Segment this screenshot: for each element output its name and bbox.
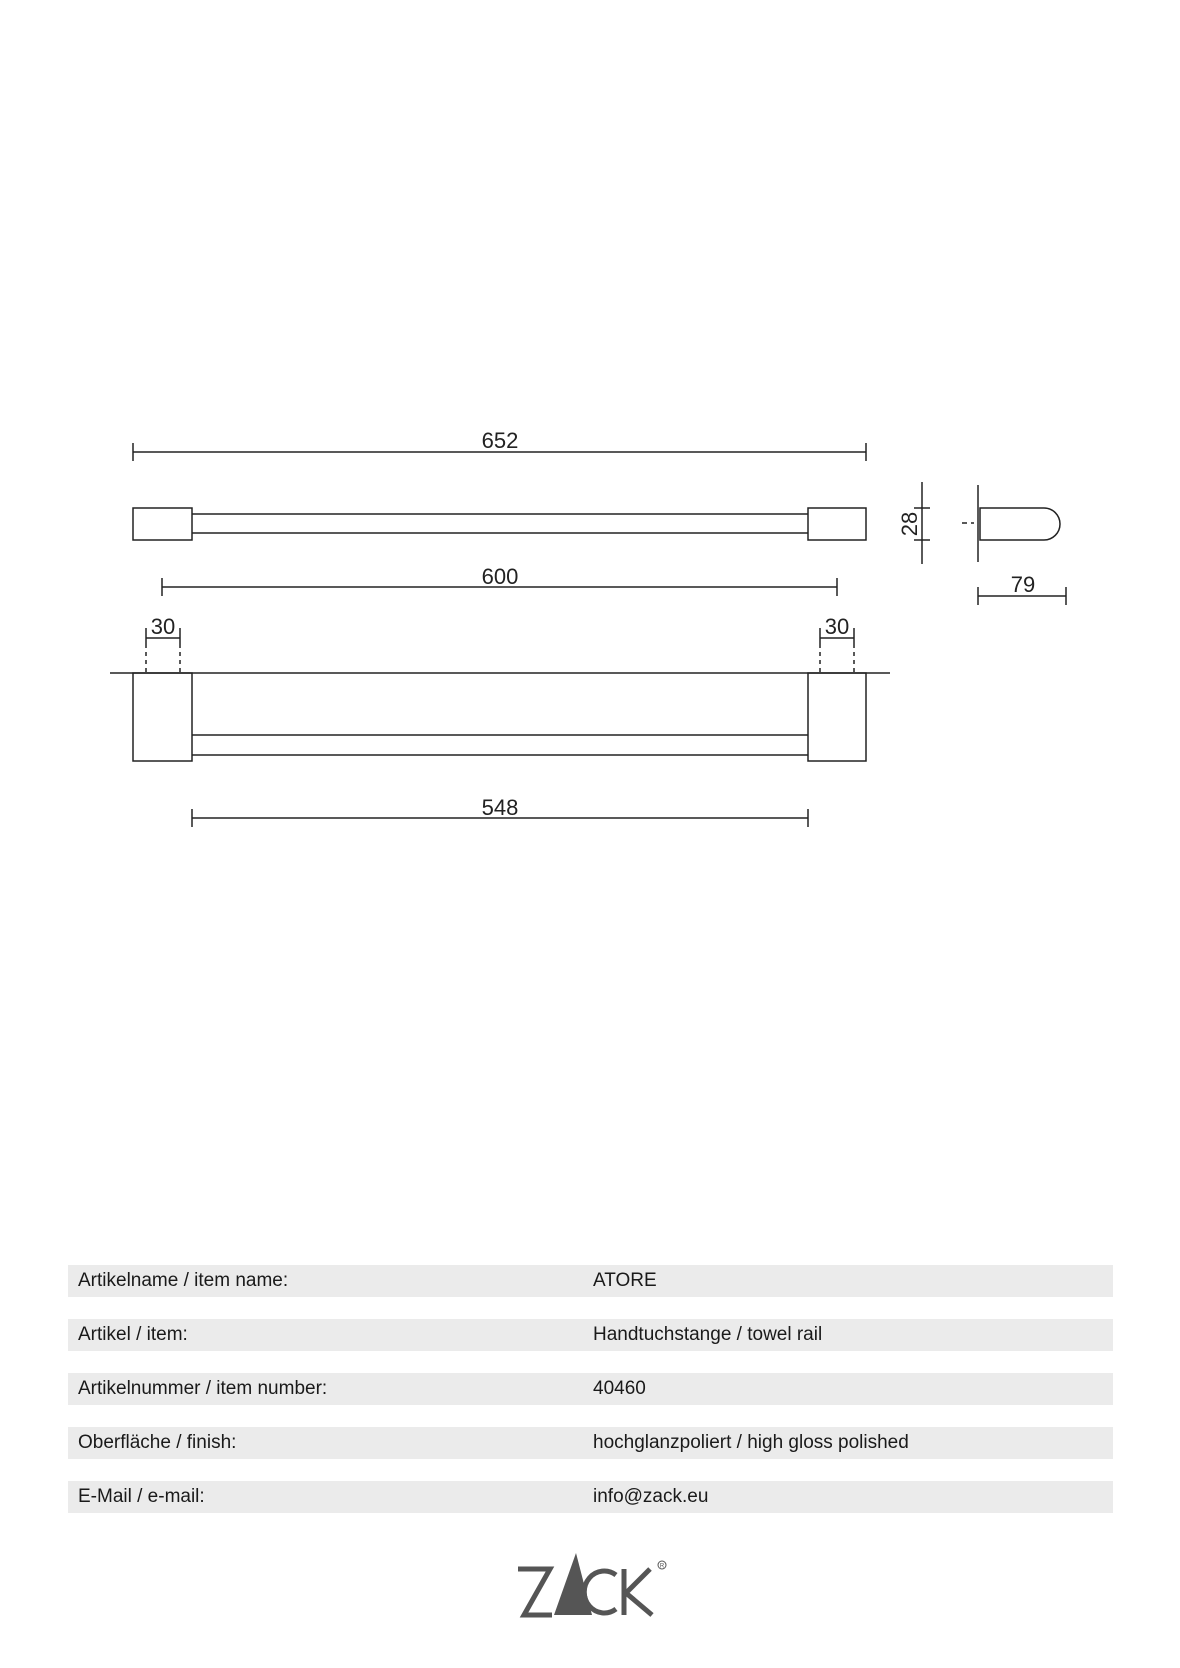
dimension-label-mounting-distance: 600 — [481, 564, 519, 589]
info-value: info@zack.eu — [593, 1486, 709, 1507]
info-label: Artikelnummer / item number: — [78, 1378, 328, 1399]
info-label: E-Mail / e-mail: — [78, 1486, 205, 1507]
dimension-label-left-mount: 30 — [150, 614, 176, 639]
info-value: Handtuchstange / towel rail — [593, 1324, 823, 1345]
towel-rail-top-view — [133, 508, 866, 540]
info-label: Oberfläche / finish: — [78, 1432, 237, 1453]
info-label: Artikel / item: — [78, 1324, 188, 1345]
info-row-finish — [68, 1427, 1113, 1459]
towel-rail-side-view — [962, 485, 1060, 562]
zack-logo — [512, 1545, 672, 1625]
info-label: Artikelname / item name: — [78, 1270, 289, 1291]
dimension-label-right-mount: 30 — [824, 614, 850, 639]
info-row-item-name — [68, 1265, 1113, 1297]
info-value: hochglanzpoliert / high gloss polished — [593, 1432, 909, 1453]
info-value: 40460 — [593, 1378, 646, 1399]
info-row-item-number — [68, 1373, 1113, 1405]
dimension-label-projection: 79 — [1010, 572, 1036, 597]
svg-text:R: R — [659, 1563, 665, 1570]
info-value: ATORE — [593, 1270, 657, 1291]
info-row-item — [68, 1319, 1113, 1351]
dimension-label-overall-length: 652 — [481, 428, 519, 453]
dimension-label-height: 28 — [897, 511, 922, 537]
towel-rail-front-view — [133, 673, 866, 761]
info-row-email — [68, 1481, 1113, 1513]
product-info-table — [68, 1265, 1113, 1535]
dimension-label-inner-length: 548 — [481, 795, 519, 820]
